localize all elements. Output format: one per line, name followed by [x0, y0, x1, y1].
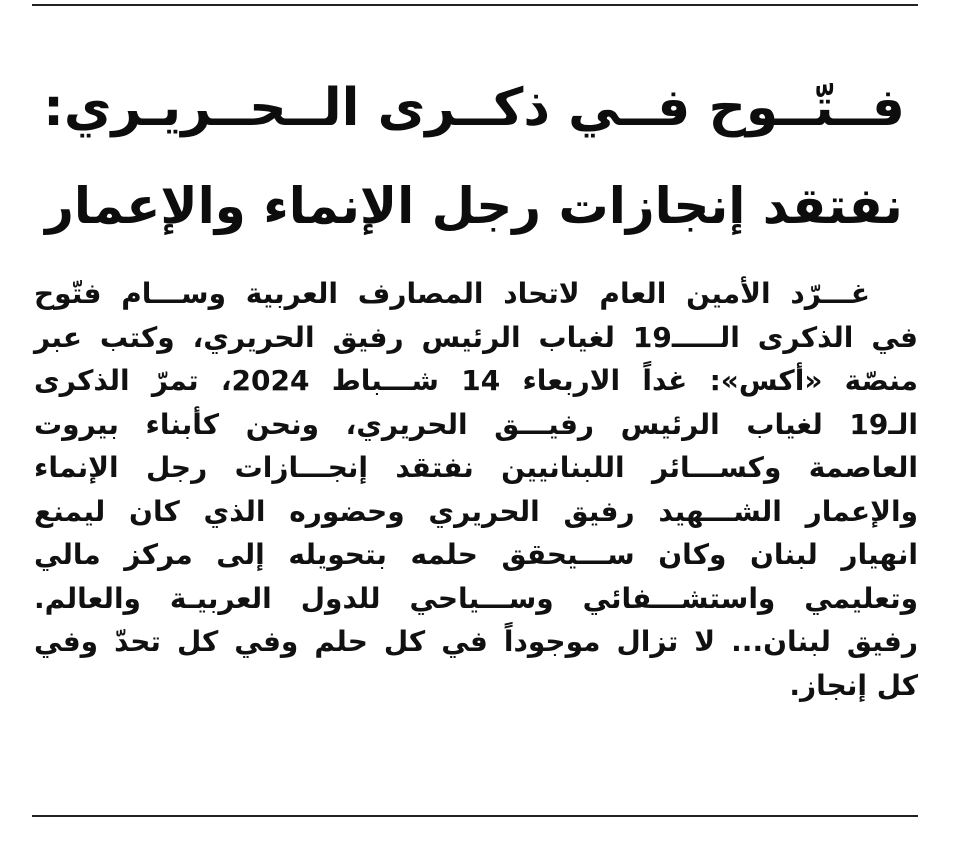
body-line-3: منصّة «أكس»: غداً الاربعاء 14 شـــباط 2024، تمرّ الذكرى — [34, 364, 918, 397]
body-line-9: رفيق لبنان... لا تزال موجوداً في كل حلم وفي كل تحدّ وفي — [34, 625, 918, 658]
body-line-4: الـ19 لغياب الرئيس رفيـــق الحريري، ونحن كأبناء بيروت — [34, 407, 918, 441]
article-body — [34, 272, 918, 707]
top-divider — [32, 4, 918, 6]
body-line-8: وتعليمي واستشـــفائي وســـياحي للدول العربيـة والعالم. — [34, 581, 918, 615]
body-line-2: في الذكرى الـــــ19 لغياب الرئيس رفيق الحريري، وكتب عبر — [34, 320, 918, 354]
body-line-6: والإعمار الشـــهيد رفيق الحريري وحضوره الذي كان ليمنع — [34, 494, 918, 528]
body-line-5: العاصمة وكســـائر اللبنانيين نفتقد إنجـــازات رجل الإنماء — [34, 451, 918, 484]
body-line-7: انهيار لبنان وكان ســـيحقق حلمه بتحويله إلى مركز مالي — [34, 538, 918, 571]
body-line-1: غـــرّد الأمين العام لاتحاد المصارف العربية وســـام فتّوح — [34, 277, 870, 310]
headline-line-1: فــتّــوح فــي ذكــرى الــحــريـري: — [43, 78, 905, 138]
headline-line-2: نفتقد إنجازات رجل الإنماء والإعمار — [45, 177, 903, 235]
bottom-divider — [32, 815, 918, 817]
body-line-10: كل إنجاز. — [789, 668, 918, 702]
